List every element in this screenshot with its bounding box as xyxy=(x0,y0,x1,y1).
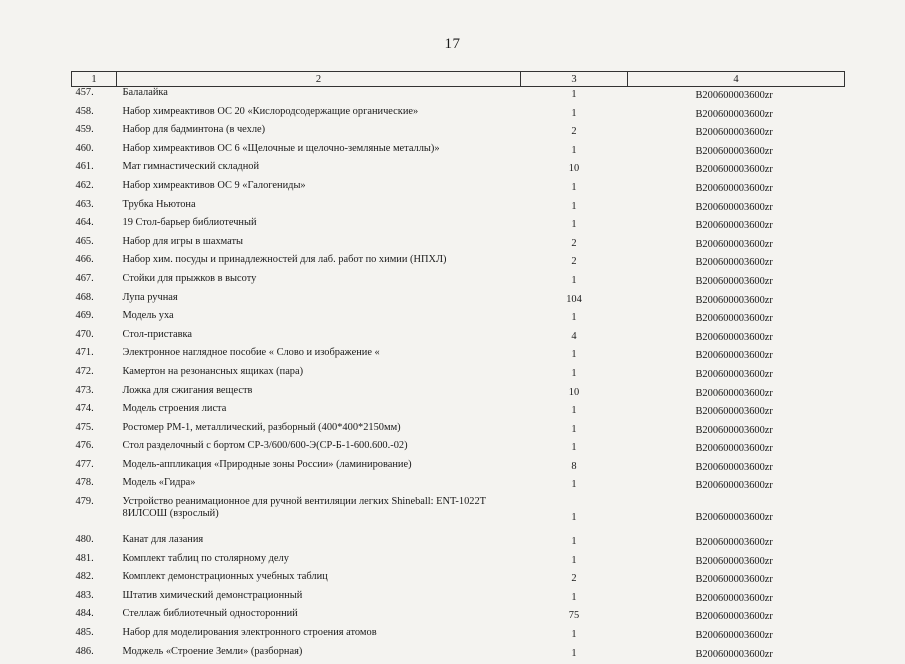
item-code: B200600003600zr xyxy=(628,459,845,478)
table-row xyxy=(72,477,845,496)
item-name: Ложка для сжигания веществ xyxy=(117,385,521,404)
item-code: B200600003600zr xyxy=(628,366,845,385)
item-code: B200600003600zr xyxy=(628,496,845,534)
item-quantity: 1 xyxy=(521,496,628,534)
table-row xyxy=(72,608,845,627)
item-code: B200600003600zr xyxy=(628,236,845,255)
item-name: Балалайка xyxy=(117,87,521,106)
row-number: 465. xyxy=(72,236,117,255)
column-header-code: 4 xyxy=(628,72,845,87)
item-name: Лупа ручная xyxy=(117,292,521,311)
item-name: Модель строения листа xyxy=(117,403,521,422)
item-code: B200600003600zr xyxy=(628,106,845,125)
item-name: Комплект таблиц по столярному делу xyxy=(117,553,521,572)
row-number: 457. xyxy=(72,87,117,106)
item-name: Набор для бадминтона (в чехле) xyxy=(117,124,521,143)
table-row xyxy=(72,590,845,609)
row-number: 471. xyxy=(72,347,117,366)
item-quantity: 10 xyxy=(521,161,628,180)
item-quantity: 1 xyxy=(521,310,628,329)
row-number: 459. xyxy=(72,124,117,143)
item-code: B200600003600zr xyxy=(628,143,845,162)
item-code: B200600003600zr xyxy=(628,273,845,292)
item-name: Набор для моделирования электронного строения атомов xyxy=(117,627,521,646)
table-row xyxy=(72,385,845,404)
item-name: Комплект демонстрационных учебных таблиц xyxy=(117,571,521,590)
item-code: B200600003600zr xyxy=(628,385,845,404)
column-header-number: 1 xyxy=(72,72,117,87)
row-number: 469. xyxy=(72,310,117,329)
item-code: B200600003600zr xyxy=(628,87,845,106)
table-row xyxy=(72,534,845,553)
table-row xyxy=(72,217,845,236)
row-number: 461. xyxy=(72,161,117,180)
item-code: B200600003600zr xyxy=(628,553,845,572)
item-quantity: 1 xyxy=(521,199,628,218)
item-name: Стойки для прыжков в высоту xyxy=(117,273,521,292)
header-row xyxy=(72,72,845,87)
item-quantity: 1 xyxy=(521,627,628,646)
item-quantity: 8 xyxy=(521,459,628,478)
item-code: B200600003600zr xyxy=(628,310,845,329)
item-code: B200600003600zr xyxy=(628,347,845,366)
item-quantity: 1 xyxy=(521,273,628,292)
table-row xyxy=(72,161,845,180)
row-number: 458. xyxy=(72,106,117,125)
table-row xyxy=(72,143,845,162)
item-quantity: 4 xyxy=(521,329,628,348)
item-name: Мат гимнастический складной xyxy=(117,161,521,180)
item-quantity: 1 xyxy=(521,403,628,422)
item-name: Набор для игры в шахматы xyxy=(117,236,521,255)
item-code: B200600003600zr xyxy=(628,180,845,199)
row-number: 482. xyxy=(72,571,117,590)
item-name: Электронное наглядное пособие « Слово и изображение « xyxy=(117,347,521,366)
item-name: Камертон на резонансных ящиках (пара) xyxy=(117,366,521,385)
row-number: 481. xyxy=(72,553,117,572)
item-name: Стол-приставка xyxy=(117,329,521,348)
table-row xyxy=(72,496,845,534)
item-name: Трубка Ньютона xyxy=(117,199,521,218)
item-code: B200600003600zr xyxy=(628,422,845,441)
item-code: B200600003600zr xyxy=(628,199,845,218)
item-quantity: 75 xyxy=(521,608,628,627)
item-quantity: 1 xyxy=(521,347,628,366)
item-code: B200600003600zr xyxy=(628,217,845,236)
item-name: Модель уха xyxy=(117,310,521,329)
table-row xyxy=(72,254,845,273)
item-quantity: 1 xyxy=(521,217,628,236)
item-quantity: 104 xyxy=(521,292,628,311)
item-code: B200600003600zr xyxy=(628,254,845,273)
table-row xyxy=(72,292,845,311)
row-number: 464. xyxy=(72,217,117,236)
row-number: 480. xyxy=(72,534,117,553)
table-row xyxy=(72,403,845,422)
item-quantity: 1 xyxy=(521,180,628,199)
table-row xyxy=(72,571,845,590)
item-name: Модель «Гидра» xyxy=(117,477,521,496)
item-code: B200600003600zr xyxy=(628,534,845,553)
row-number: 486. xyxy=(72,646,117,664)
item-name: Модель-аппликация «Природные зоны России» (ламинирование) xyxy=(117,459,521,478)
table-body xyxy=(72,87,845,664)
row-number: 467. xyxy=(72,273,117,292)
row-number: 476. xyxy=(72,440,117,459)
item-name: Устройство реанимационное для ручной вентиляции легких Shineball: ENT-1022T 8ИЛСОШ (взрослый) xyxy=(117,496,521,534)
row-number: 466. xyxy=(72,254,117,273)
row-number: 468. xyxy=(72,292,117,311)
item-name: 19 Стол-барьер библиотечный xyxy=(117,217,521,236)
item-quantity: 2 xyxy=(521,124,628,143)
item-code: B200600003600zr xyxy=(628,477,845,496)
row-number: 477. xyxy=(72,459,117,478)
column-header-name: 2 xyxy=(117,72,521,87)
item-code: B200600003600zr xyxy=(628,646,845,664)
row-number: 470. xyxy=(72,329,117,348)
item-quantity: 1 xyxy=(521,477,628,496)
table-row xyxy=(72,422,845,441)
row-number: 474. xyxy=(72,403,117,422)
table-row xyxy=(72,329,845,348)
item-quantity: 1 xyxy=(521,106,628,125)
item-quantity: 1 xyxy=(521,143,628,162)
table-row xyxy=(72,273,845,292)
item-name: Моджель «Строение Земли» (разборная) xyxy=(117,646,521,664)
table-row xyxy=(72,310,845,329)
item-code: B200600003600zr xyxy=(628,329,845,348)
item-code: B200600003600zr xyxy=(628,403,845,422)
item-quantity: 10 xyxy=(521,385,628,404)
item-quantity: 1 xyxy=(521,646,628,664)
item-code: B200600003600zr xyxy=(628,124,845,143)
item-quantity: 2 xyxy=(521,254,628,273)
table-row xyxy=(72,347,845,366)
table-row xyxy=(72,87,845,106)
item-quantity: 1 xyxy=(521,553,628,572)
item-quantity: 1 xyxy=(521,366,628,385)
item-quantity: 2 xyxy=(521,236,628,255)
table-row xyxy=(72,236,845,255)
item-quantity: 2 xyxy=(521,571,628,590)
row-number: 462. xyxy=(72,180,117,199)
row-number: 463. xyxy=(72,199,117,218)
item-code: B200600003600zr xyxy=(628,161,845,180)
item-name: Стол разделочный с бортом СР-3/600/600-Э(СР-Б-1-600.600.-02) xyxy=(117,440,521,459)
table-row xyxy=(72,180,845,199)
row-number: 473. xyxy=(72,385,117,404)
row-number: 472. xyxy=(72,366,117,385)
row-number: 460. xyxy=(72,143,117,162)
table-row xyxy=(72,124,845,143)
item-name: Набор химреактивов ОС 9 «Галогениды» xyxy=(117,180,521,199)
item-name: Набор хим. посуды и принадлежностей для лаб. работ по химии (НПХЛ) xyxy=(117,254,521,273)
column-header-quantity: 3 xyxy=(521,72,628,87)
item-code: B200600003600zr xyxy=(628,292,845,311)
item-name: Канат для лазания xyxy=(117,534,521,553)
table-row xyxy=(72,199,845,218)
row-number: 475. xyxy=(72,422,117,441)
table-row xyxy=(72,459,845,478)
table-header xyxy=(72,72,845,87)
row-number: 483. xyxy=(72,590,117,609)
item-code: B200600003600zr xyxy=(628,571,845,590)
inventory-table xyxy=(71,71,845,664)
item-code: B200600003600zr xyxy=(628,608,845,627)
item-name: Штатив химический демонстрационный xyxy=(117,590,521,609)
table-row xyxy=(72,440,845,459)
table-row xyxy=(72,646,845,664)
item-name: Набор химреактивов ОС 20 «Кислородсодержащие органические» xyxy=(117,106,521,125)
row-number: 484. xyxy=(72,608,117,627)
item-name: Ростомер РМ-1, металлический, разборный (400*400*2150мм) xyxy=(117,422,521,441)
item-quantity: 1 xyxy=(521,422,628,441)
table-row xyxy=(72,627,845,646)
item-name: Стеллаж библиотечный односторонний xyxy=(117,608,521,627)
item-name: Набор химреактивов ОС 6 «Щелочные и щелочно-земляные металлы)» xyxy=(117,143,521,162)
table-row xyxy=(72,106,845,125)
item-code: B200600003600zr xyxy=(628,590,845,609)
table-row xyxy=(72,366,845,385)
row-number: 479. xyxy=(72,496,117,534)
item-quantity: 1 xyxy=(521,440,628,459)
row-number: 485. xyxy=(72,627,117,646)
item-quantity: 1 xyxy=(521,534,628,553)
item-quantity: 1 xyxy=(521,87,628,106)
item-code: B200600003600zr xyxy=(628,627,845,646)
page-number: 17 xyxy=(0,36,905,53)
table-row xyxy=(72,553,845,572)
row-number: 478. xyxy=(72,477,117,496)
item-code: B200600003600zr xyxy=(628,440,845,459)
item-quantity: 1 xyxy=(521,590,628,609)
